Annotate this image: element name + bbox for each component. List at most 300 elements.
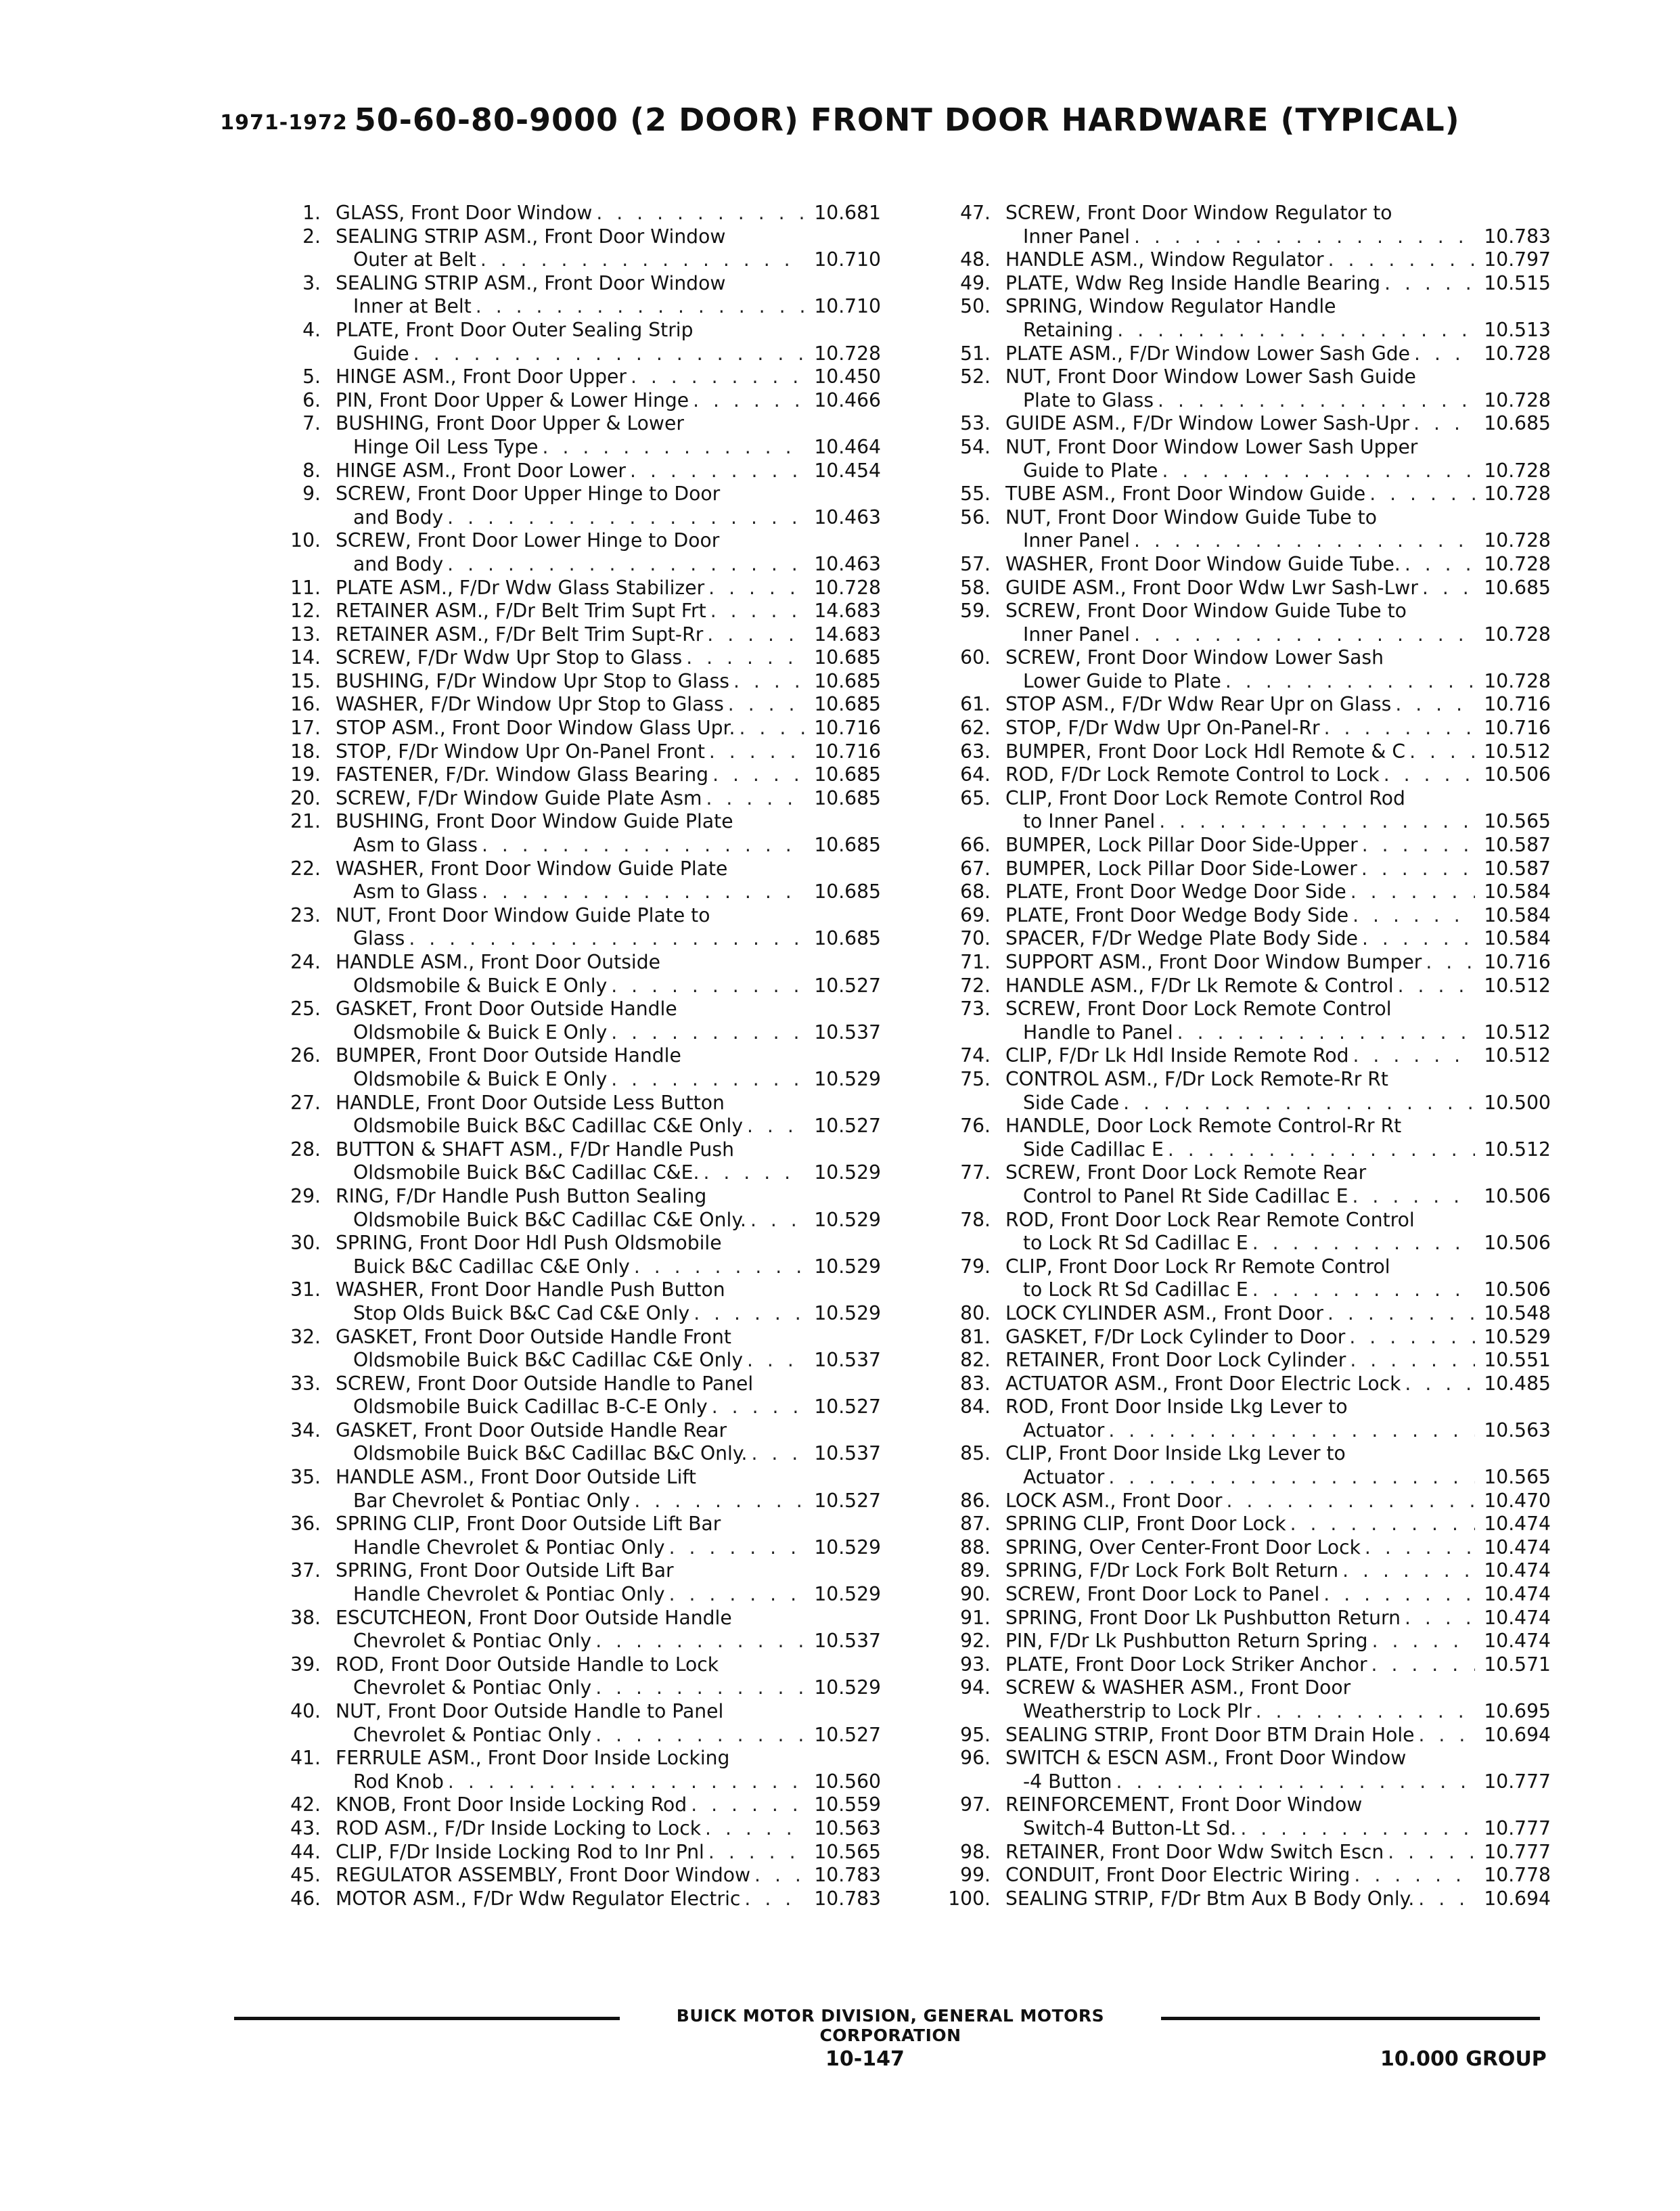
item-description-line xyxy=(1005,1841,1475,1864)
item-description xyxy=(1005,1490,1475,1513)
item-number: 84. xyxy=(960,1395,991,1419)
item-number: 30. xyxy=(290,1232,321,1255)
item-description-text: BUSHING, Front Door Upper & Lower xyxy=(336,412,684,435)
item-description xyxy=(336,998,805,1044)
dot-leader xyxy=(1225,670,1475,694)
item-description-text: CLIP, Front Door Lock Rr Remote Control xyxy=(1005,1255,1390,1278)
item-number: 27. xyxy=(290,1091,321,1114)
item-description xyxy=(1005,1559,1475,1583)
parts-list-item xyxy=(252,998,881,1044)
item-number: 6. xyxy=(302,388,321,411)
item-description xyxy=(1005,577,1475,600)
item-number: 44. xyxy=(290,1840,321,1863)
item-description xyxy=(1005,975,1475,998)
item-number: 1. xyxy=(302,202,321,224)
parts-list-item xyxy=(252,623,881,647)
item-description-text: Weatherstrip to Lock Plr xyxy=(1023,1700,1252,1722)
dot-leader xyxy=(712,1395,805,1419)
item-group-number: 10.470 xyxy=(1484,1489,1551,1512)
parts-list-item xyxy=(922,1302,1551,1326)
item-description-line xyxy=(336,1209,805,1232)
dot-leader xyxy=(634,1490,805,1513)
item-description-text: Control to Panel Rt Side Cadillac E xyxy=(1023,1184,1348,1207)
dot-leader xyxy=(1123,1092,1475,1115)
item-description-line xyxy=(1005,1349,1475,1372)
parts-list-item xyxy=(922,248,1551,272)
parts-list-item xyxy=(252,412,881,459)
item-description-text: PLATE, Front Door Wedge Door Side xyxy=(1005,880,1346,903)
item-description-text: Outer at Belt xyxy=(353,248,476,271)
title-years: 1971-1972 xyxy=(220,111,348,135)
item-description xyxy=(336,389,805,413)
item-number: 86. xyxy=(960,1489,991,1512)
item-number: 99. xyxy=(960,1864,991,1887)
item-number: 53. xyxy=(960,412,991,435)
item-group-number: 10.584 xyxy=(1484,927,1551,950)
dot-leader xyxy=(1398,975,1475,998)
item-number: 46. xyxy=(290,1887,321,1910)
item-description-line xyxy=(336,646,805,670)
parts-list-item xyxy=(252,1466,881,1513)
title-text: 50-60-80-9000 (2 DOOR) FRONT DOOR HARDWARE (TYPICAL) xyxy=(354,102,1460,138)
item-description-line xyxy=(1005,975,1475,998)
item-description xyxy=(336,1372,805,1419)
item-number: 57. xyxy=(960,552,991,575)
item-description-text: GLASS, Front Door Window xyxy=(336,202,593,224)
parts-list-item xyxy=(922,951,1551,975)
dot-leader xyxy=(669,1536,805,1560)
parts-list-item xyxy=(252,1326,881,1372)
item-number: 2. xyxy=(302,225,321,248)
dot-leader xyxy=(447,553,805,577)
dot-leader xyxy=(1116,1770,1475,1794)
parts-list-item xyxy=(252,1138,881,1185)
dot-leader xyxy=(740,717,806,740)
item-description xyxy=(1005,1793,1475,1840)
item-group-number: 10.728 xyxy=(1484,342,1551,365)
item-description xyxy=(1005,365,1475,412)
item-description xyxy=(336,693,805,717)
item-description-line xyxy=(336,693,805,717)
item-description-line xyxy=(1005,1536,1475,1560)
parts-list-item xyxy=(252,1607,881,1653)
parts-list-item xyxy=(252,763,881,787)
item-description-text: to Lock Rt Sd Cadillac E xyxy=(1023,1278,1248,1301)
item-description-text: CLIP, Front Door Inside Lkg Lever to xyxy=(1005,1442,1346,1465)
dot-leader xyxy=(1350,880,1475,904)
parts-list-item xyxy=(252,600,881,623)
item-description-line xyxy=(336,202,805,225)
dot-leader xyxy=(1108,1466,1475,1490)
item-description-line xyxy=(336,1676,805,1700)
item-description-text: BUMPER, Front Door Outside Handle xyxy=(336,1044,681,1067)
dot-leader xyxy=(480,248,805,272)
item-number: 79. xyxy=(960,1255,991,1278)
item-group-number: 10.685 xyxy=(814,927,881,950)
item-group-number: 10.571 xyxy=(1484,1653,1551,1676)
item-description-line xyxy=(1005,1513,1475,1536)
dot-leader xyxy=(744,1888,805,1911)
item-description-text: STOP, F/Dr Window Upr On-Panel Front xyxy=(336,740,705,763)
item-description-text: Actuator xyxy=(1023,1466,1105,1489)
item-number: 64. xyxy=(960,763,991,786)
item-description-line xyxy=(1005,553,1475,577)
item-description-line xyxy=(336,1770,805,1794)
item-number: 14. xyxy=(290,646,321,669)
item-group-number: 10.529 xyxy=(814,1583,881,1606)
item-description-text: RING, F/Dr Handle Push Button Sealing xyxy=(336,1184,707,1207)
item-description-line xyxy=(1005,834,1475,857)
dot-leader xyxy=(447,506,805,530)
item-group-number: 10.563 xyxy=(814,1816,881,1839)
item-group-number: 10.587 xyxy=(1484,834,1551,857)
item-number: 76. xyxy=(960,1115,991,1138)
dot-leader xyxy=(733,670,805,694)
item-description-text: and Body xyxy=(353,506,444,529)
item-description xyxy=(1005,998,1475,1044)
parts-list-item xyxy=(252,1185,881,1232)
dot-leader xyxy=(1405,1607,1475,1630)
item-description-text: to Lock Rt Sd Cadillac E xyxy=(1023,1232,1248,1255)
dot-leader xyxy=(1353,904,1475,928)
item-description xyxy=(336,787,805,811)
item-description xyxy=(336,412,805,459)
dot-leader xyxy=(1365,1536,1475,1560)
item-group-number: 10.728 xyxy=(814,342,881,365)
item-description-text: SPRING CLIP, Front Door Outside Lift Bar xyxy=(336,1513,721,1536)
item-description-line xyxy=(336,1161,805,1185)
item-number: 54. xyxy=(960,435,991,458)
parts-list-item xyxy=(252,460,881,483)
item-number: 36. xyxy=(290,1513,321,1536)
item-number: 17. xyxy=(290,717,321,740)
item-description xyxy=(1005,1068,1475,1115)
item-description-line xyxy=(1005,810,1475,834)
item-description xyxy=(1005,1255,1475,1302)
item-number: 92. xyxy=(960,1630,991,1653)
item-group-number: 10.728 xyxy=(1484,669,1551,692)
item-description-line xyxy=(336,1630,805,1653)
parts-list-item xyxy=(252,1232,881,1278)
item-description xyxy=(336,623,805,647)
parts-list-item xyxy=(922,1395,1551,1442)
item-number: 88. xyxy=(960,1536,991,1559)
item-description xyxy=(1005,927,1475,951)
item-description xyxy=(1005,1395,1475,1442)
item-description-line xyxy=(1005,1326,1475,1349)
item-description-text: Buick B&C Cadillac C&E Only xyxy=(353,1255,630,1278)
item-description-text: SCREW, Front Door Lock Remote Rear xyxy=(1005,1161,1367,1184)
item-description-line xyxy=(336,1583,805,1607)
item-group-number: 10.685 xyxy=(814,786,881,809)
item-number: 48. xyxy=(960,248,991,271)
item-description-text: NUT, Front Door Window Guide Plate to xyxy=(336,903,710,926)
item-description-line xyxy=(336,1793,805,1817)
item-description-text: KNOB, Front Door Inside Locking Rod xyxy=(336,1793,687,1816)
item-description-text: RETAINER, Front Door Wdw Switch Escn xyxy=(1005,1840,1384,1863)
parts-list-item xyxy=(922,365,1551,412)
item-number: 32. xyxy=(290,1325,321,1348)
parts-list-item xyxy=(922,763,1551,787)
item-description xyxy=(336,717,805,740)
item-description-line xyxy=(1005,1559,1475,1583)
item-group-number: 10.685 xyxy=(814,693,881,716)
parts-list-item xyxy=(252,1559,881,1606)
item-description-text: to Inner Panel xyxy=(1023,810,1156,833)
item-description xyxy=(336,1185,805,1232)
dot-leader xyxy=(669,1583,805,1607)
item-description-line xyxy=(336,1021,805,1045)
item-description xyxy=(1005,1372,1475,1396)
item-group-number: 10.777 xyxy=(1484,1840,1551,1863)
item-description-text: HANDLE ASM., F/Dr Lk Remote & Control xyxy=(1005,974,1394,997)
item-number: 51. xyxy=(960,342,991,365)
item-description xyxy=(336,670,805,694)
item-group-number: 10.565 xyxy=(1484,1466,1551,1489)
dot-leader xyxy=(634,1255,805,1279)
item-description-line xyxy=(1005,1278,1475,1302)
item-description-text: SPRING, Front Door Lk Pushbutton Return xyxy=(1005,1606,1401,1629)
footer-group: 10.000 GROUP xyxy=(1380,2047,1547,2071)
item-description xyxy=(1005,1676,1475,1723)
dot-leader xyxy=(1350,1349,1475,1372)
item-group-number: 10.527 xyxy=(814,974,881,997)
item-group-number: 14.683 xyxy=(814,623,881,646)
item-number: 43. xyxy=(290,1816,321,1839)
item-number: 41. xyxy=(290,1747,321,1770)
item-group-number: 10.463 xyxy=(814,506,881,529)
dot-leader xyxy=(1324,717,1475,740)
item-description xyxy=(336,365,805,389)
item-description-text: Chevrolet & Pontiac Only xyxy=(353,1723,592,1746)
parts-list-item xyxy=(922,1559,1551,1583)
item-description xyxy=(336,1841,805,1864)
dot-leader xyxy=(1162,460,1476,483)
parts-list-item xyxy=(252,1419,881,1466)
item-description-line xyxy=(336,623,805,647)
item-number: 15. xyxy=(290,669,321,692)
item-description-line xyxy=(336,460,805,483)
item-description xyxy=(336,1278,805,1325)
parts-list-item xyxy=(252,1747,881,1793)
item-description xyxy=(336,202,805,225)
item-description-text: SEALING STRIP, Front Door BTM Drain Hole xyxy=(1005,1723,1415,1746)
item-group-number: 10.728 xyxy=(1484,529,1551,552)
item-group-number: 10.710 xyxy=(814,295,881,318)
parts-list-item xyxy=(252,1700,881,1747)
item-group-number: 10.783 xyxy=(814,1864,881,1887)
item-number: 18. xyxy=(290,740,321,763)
item-group-number: 10.587 xyxy=(1484,857,1551,880)
parts-list-item xyxy=(922,1676,1551,1723)
dot-leader xyxy=(611,975,805,998)
item-description-line xyxy=(1005,951,1475,975)
parts-list-item xyxy=(922,1161,1551,1208)
item-description-text: GASKET, Front Door Outside Handle Front xyxy=(336,1325,731,1348)
dot-leader xyxy=(1361,857,1475,881)
parts-list-item xyxy=(252,389,881,413)
item-group-number: 10.685 xyxy=(814,763,881,786)
parts-list-item xyxy=(252,1092,881,1138)
parts-list-item xyxy=(252,1793,881,1817)
item-description-text: Oldsmobile Buick B&C Cadillac B&C Only. xyxy=(353,1442,748,1465)
item-description xyxy=(1005,1747,1475,1793)
item-description xyxy=(1005,1513,1475,1536)
dot-leader xyxy=(596,202,805,225)
item-group-number: 10.716 xyxy=(814,717,881,740)
page-title xyxy=(0,102,1680,138)
dot-leader xyxy=(1349,1326,1475,1349)
item-group-number: 10.529 xyxy=(814,1067,881,1090)
item-number: 9. xyxy=(302,483,321,506)
item-description-text: Oldsmobile Buick B&C Cadillac C&E Only. xyxy=(353,1208,746,1231)
item-description xyxy=(336,857,805,904)
item-description xyxy=(336,1888,805,1911)
item-description-text: BUMPER, Lock Pillar Door Side-Upper xyxy=(1005,834,1358,857)
item-description-text: MOTOR ASM., F/Dr Wdw Regulator Electric xyxy=(336,1887,741,1910)
item-description-text: Chevrolet & Pontiac Only xyxy=(353,1676,592,1699)
dot-leader xyxy=(631,365,805,389)
item-description-line xyxy=(1005,740,1475,764)
item-number: 58. xyxy=(960,576,991,599)
item-description-text: Oldsmobile Buick B&C Cadillac C&E Only xyxy=(353,1115,743,1138)
item-description-text: FASTENER, F/Dr. Window Glass Bearing xyxy=(336,763,709,786)
item-description-line xyxy=(1005,1232,1475,1255)
item-group-number: 10.777 xyxy=(1484,1770,1551,1793)
item-description-text: Oldsmobile Buick Cadillac B-C-E Only xyxy=(353,1395,708,1419)
dot-leader xyxy=(1371,1653,1475,1677)
item-group-number: 10.512 xyxy=(1484,1021,1551,1044)
item-number: 67. xyxy=(960,857,991,880)
parts-list-item xyxy=(922,1630,1551,1653)
parts-list-item xyxy=(922,553,1551,577)
item-description xyxy=(336,810,805,857)
item-description-text: HINGE ASM., Front Door Upper xyxy=(336,365,627,388)
parts-list-item xyxy=(922,1490,1551,1513)
item-number: 7. xyxy=(302,412,321,435)
dot-leader xyxy=(1418,1888,1475,1911)
item-number: 34. xyxy=(290,1419,321,1442)
item-number: 68. xyxy=(960,880,991,903)
item-description-line xyxy=(1005,225,1475,249)
item-group-number: 10.783 xyxy=(814,1887,881,1910)
dot-leader xyxy=(1395,693,1475,717)
dot-leader xyxy=(611,1021,805,1045)
item-description-text: SCREW, Front Door Outside Handle to Panel xyxy=(336,1372,754,1395)
item-description-text: BUTTON & SHAFT ASM., F/Dr Handle Push xyxy=(336,1138,734,1161)
footer-page-number: 10-147 xyxy=(825,2047,905,2071)
dot-leader xyxy=(409,927,805,951)
item-number: 47. xyxy=(960,202,991,224)
item-description xyxy=(336,1138,805,1185)
item-description-text: SPRING, F/Dr Lock Fork Bolt Return xyxy=(1005,1559,1339,1582)
item-number: 28. xyxy=(290,1138,321,1161)
item-description-text: Oldsmobile & Buick E Only xyxy=(353,1021,608,1044)
item-description-line xyxy=(1005,880,1475,904)
item-description-text: PLATE, Front Door Wedge Body Side xyxy=(1005,903,1349,926)
item-description-text: BUSHING, Front Door Window Guide Plate xyxy=(336,810,733,833)
item-description-line xyxy=(336,1115,805,1138)
item-number: 69. xyxy=(960,903,991,926)
item-description-text: ROD, Front Door Outside Handle to Lock xyxy=(336,1653,719,1676)
item-description xyxy=(1005,483,1475,506)
item-description xyxy=(1005,763,1475,787)
item-description-text: SCREW & WASHER ASM., Front Door xyxy=(1005,1676,1351,1699)
item-description-line xyxy=(336,717,805,740)
item-description-line xyxy=(336,1841,805,1864)
item-description xyxy=(336,1419,805,1466)
item-description-line xyxy=(1005,1817,1475,1841)
item-description-text: WASHER, F/Dr Window Upr Stop to Glass xyxy=(336,693,724,716)
item-number: 59. xyxy=(960,600,991,623)
dot-leader xyxy=(712,763,805,787)
item-description xyxy=(1005,295,1475,342)
item-description-line xyxy=(1005,717,1475,740)
dot-leader xyxy=(595,1724,805,1747)
item-description xyxy=(1005,1583,1475,1607)
parts-list-item xyxy=(252,857,881,904)
item-description-text: RETAINER ASM., F/Dr Belt Trim Supt-Rr xyxy=(336,623,704,646)
dot-leader xyxy=(1353,1185,1475,1209)
item-description-text: SWITCH & ESCN ASM., Front Door Window xyxy=(1005,1747,1407,1770)
item-group-number: 10.685 xyxy=(1484,576,1551,599)
item-description xyxy=(336,646,805,670)
dot-leader xyxy=(595,1676,805,1700)
parts-list-item xyxy=(252,1864,881,1888)
item-description-text: SCREW, Front Door Window Regulator to xyxy=(1005,202,1392,224)
dot-leader xyxy=(1369,483,1475,506)
item-group-number: 10.500 xyxy=(1484,1091,1551,1114)
item-number: 16. xyxy=(290,693,321,716)
item-description-text: TUBE ASM., Front Door Window Guide xyxy=(1005,483,1366,506)
item-description xyxy=(1005,693,1475,717)
item-description-text: Chevrolet & Pontiac Only xyxy=(353,1630,592,1653)
parts-list-item xyxy=(922,693,1551,717)
dot-leader xyxy=(728,693,805,717)
item-group-number: 10.464 xyxy=(814,435,881,458)
item-description xyxy=(336,319,805,365)
parts-list-item xyxy=(922,1653,1551,1677)
item-description xyxy=(1005,740,1475,764)
item-description-text: PLATE, Wdw Reg Inside Handle Bearing xyxy=(1005,271,1381,294)
dot-leader xyxy=(1256,1700,1475,1724)
item-description-text: SPRING, Window Regulator Handle xyxy=(1005,295,1336,318)
parts-list-item xyxy=(252,319,881,365)
item-number: 71. xyxy=(960,951,991,973)
item-group-number: 10.681 xyxy=(814,202,881,224)
item-group-number: 10.584 xyxy=(1484,880,1551,903)
item-description-line xyxy=(1005,927,1475,951)
item-description-text: Guide xyxy=(353,342,409,365)
item-description xyxy=(1005,342,1475,366)
item-description-text: SCREW, F/Dr Wdw Upr Stop to Glass xyxy=(336,646,683,669)
item-group-number: 10.563 xyxy=(1484,1419,1551,1442)
item-description xyxy=(1005,717,1475,740)
item-description-text: CLIP, F/Dr Lk Hdl Inside Remote Rod xyxy=(1005,1044,1349,1067)
item-description-line xyxy=(336,342,805,366)
dot-leader xyxy=(708,1841,805,1864)
item-description-text: CLIP, F/Dr Inside Locking Rod to Inr Pnl xyxy=(336,1840,704,1863)
item-description-text: WASHER, Front Door Window Guide Plate xyxy=(336,857,728,880)
parts-list-item xyxy=(252,1513,881,1559)
item-group-number: 10.695 xyxy=(1484,1700,1551,1722)
item-description-text: SEALING STRIP ASM., Front Door Window xyxy=(336,225,726,248)
item-description-text: GUIDE ASM., Front Door Wdw Lwr Sash-Lwr xyxy=(1005,576,1418,599)
item-number: 24. xyxy=(290,951,321,973)
item-number: 23. xyxy=(290,903,321,926)
parts-list-item xyxy=(922,1068,1551,1115)
item-description-line xyxy=(1005,670,1475,694)
